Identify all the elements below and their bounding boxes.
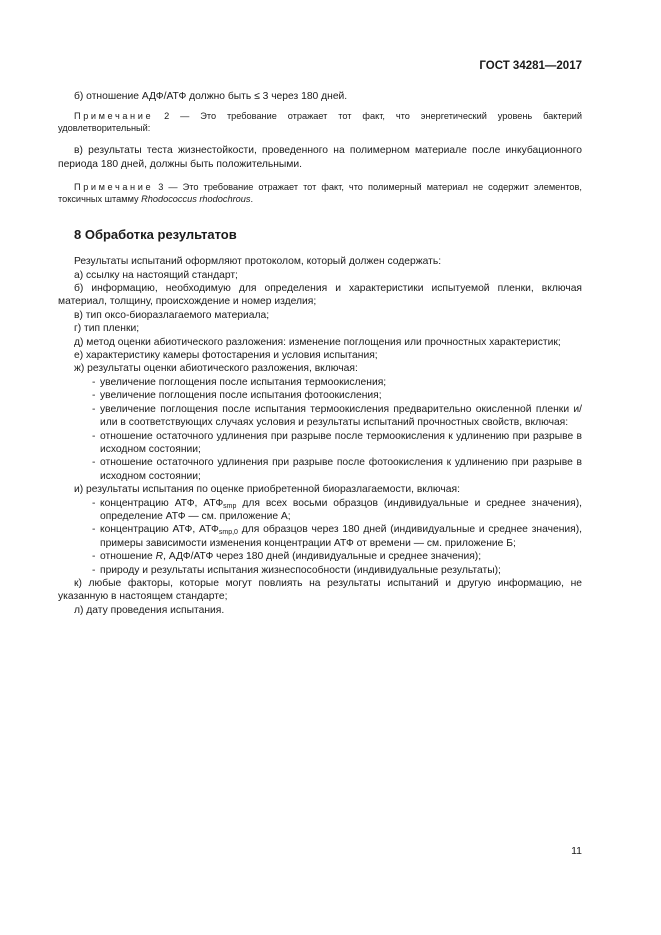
zh-sub-item: - отношение остаточного удлинения при разрыве после термоокисления к удлинению при разрыве в исходном состоянии; [92, 430, 582, 455]
item-a: а) ссылку на настоящий стандарт; [74, 269, 238, 281]
page-number: 11 [571, 845, 582, 857]
item-v-top: в) результаты теста жизнестойкости, проведенного на полимерном материале после инкубационного периода 180 дней, должны быть положительными. [58, 145, 582, 170]
item-zh: ж) результаты оценки абиотического разложения, включая: [74, 363, 358, 375]
i-sub-item: - отношение R, АДФ/АТФ через 180 дней (индивидуальные и среднее значения); [92, 551, 482, 563]
note-3-text: 3 — Это требование отражает тот факт, что полимерный материал не содержит элементов, токсичных штамму [58, 182, 582, 205]
item-e: е) характеристику камеры фотостарения и условия испытания; [74, 350, 378, 362]
page-content [58, 90, 582, 617]
note-2 [58, 110, 582, 134]
zh-sub-item: - отношение остаточного удлинения при разрыве после фотоокисления к удлинению при разрыве в исходном состоянии; [92, 457, 582, 482]
note-3-label: Примечание [74, 182, 154, 193]
zh-sub-item: - увеличение поглощения после испытания термоокисления; [92, 376, 387, 388]
item-b-top: б) отношение АДФ/АТФ должно быть ≤ 3 через 180 дней. [74, 91, 348, 102]
item-k: к) любые факторы, которые могут повлиять на результаты испытаний и другую информацию, не указанную в настоящем стандарте; [58, 577, 582, 603]
note-3 [58, 181, 582, 205]
note-2-text: 2 — Это требование отражает тот факт, что энергетический уровень бактерий удовлетворительный: [58, 111, 582, 134]
item-b: б) информацию, необходимую для определения и характеристики испытуемой пленки, включая материал, толщину, происхождение и номер изделия; [58, 283, 582, 308]
section-intro: Результаты испытаний оформляют протоколом, который должен содержать: [74, 256, 442, 268]
note-3-species: Rhodococcus rhodochrous [141, 194, 251, 205]
item-v: в) тип оксо-биоразлагаемого материала; [74, 309, 270, 321]
zh-sub-item: - увеличение поглощения после испытания фотоокисления; [92, 390, 382, 402]
document-code: ГОСТ 34281—2017 [479, 60, 582, 72]
note-2-label: Примечание [74, 111, 154, 122]
zh-sub-item: - увеличение поглощения после испытания термоокисления предварительно окисленной пленки и/или в соответствующих случаях условия и результаты испытаний прочностных свойств, включая: [92, 403, 582, 429]
item-g: г) тип пленки; [74, 323, 140, 335]
item-d: д) метод оценки абиотического разложения: изменение поглощения или прочностных характеристик; [74, 336, 561, 348]
item-i: и) результаты испытания по оценке приобретенной биоразлагаемости, включая: [74, 484, 460, 496]
i-sub-item: - концентрацию АТФ, $АТФ_{smp}$ для всех восьми образцов (индивидуальные и среднее значения), определение АТФ — см. приложение А; [92, 497, 582, 522]
section-title: 8 Обработка результатов [74, 227, 237, 243]
i-sub-item: - природу и результаты испытания жизнеспособности (индивидуальные результаты); [92, 564, 501, 576]
i-sub-item: - концентрацию АТФ, $АТФ_{smp,0}$ для образцов через 180 дней (индивидуальные и среднее значения), примеры зависимости изменения концентрации АТФ от времени — см. приложение Б; [92, 524, 582, 549]
note-3-end: . [250, 194, 253, 205]
item-l: л) дату проведения испытания. [74, 604, 225, 616]
